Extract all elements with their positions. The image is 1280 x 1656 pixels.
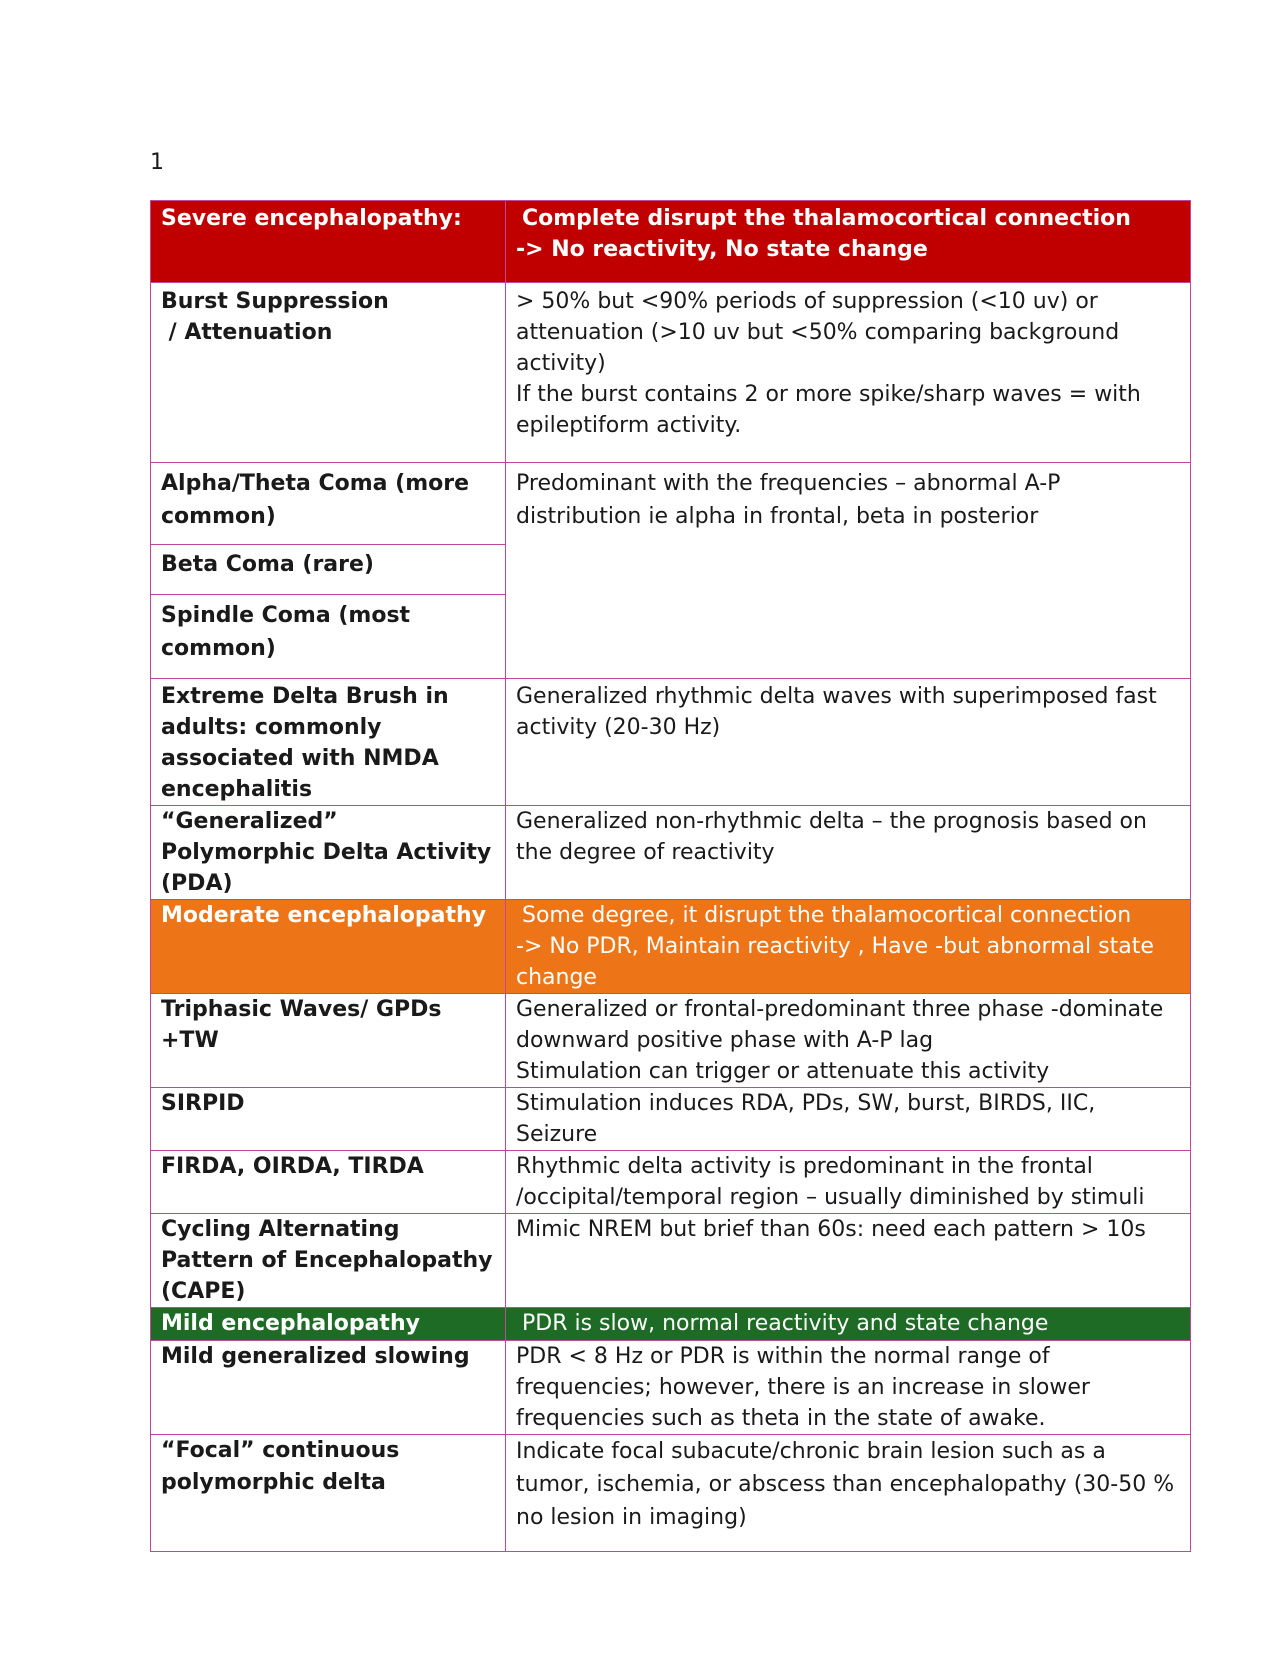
delta-brush-row <box>151 679 1191 806</box>
focal-delta-label: “Focal” continuous polymorphic delta <box>151 1435 506 1552</box>
severe-description-line-2: -> No reactivity, No state change <box>516 237 928 262</box>
mild-slowing-label: Mild generalized slowing <box>151 1341 506 1435</box>
burst-suppression-row <box>151 283 1191 463</box>
mild-slowing-row <box>151 1341 1191 1435</box>
moderate-description <box>506 900 1191 994</box>
triphasic-row <box>151 994 1191 1088</box>
severe-label: Severe encephalopathy: <box>151 201 506 283</box>
generalized-pda-label: “Generalized” Polymorphic Delta Activity (PDA) <box>151 806 506 900</box>
firda-label: FIRDA, OIRDA, TIRDA <box>151 1151 506 1214</box>
burst-suppression-label: Burst Suppression / Attenuation <box>151 283 506 463</box>
alpha-theta-coma-label: Alpha/Theta Coma (more common) <box>151 463 506 545</box>
cape-row <box>151 1214 1191 1308</box>
severe-description-line-1: Complete disrupt the thalamocortical connection <box>522 206 1131 231</box>
firda-description: Rhythmic delta activity is predominant in the frontal /occipital/temporal region – usually diminished by stimuli <box>506 1151 1191 1214</box>
mild-label: Mild encephalopathy <box>151 1308 506 1341</box>
cape-description: Mimic NREM but brief than 60s: need each pattern > 10s <box>506 1214 1191 1308</box>
sirpid-label: SIRPID <box>151 1088 506 1151</box>
focal-delta-row <box>151 1435 1191 1552</box>
spindle-coma-label: Spindle Coma (most common) <box>151 595 506 679</box>
mild-slowing-description: PDR < 8 Hz or PDR is within the normal range of frequencies; however, there is an increase in slower frequencies such as theta in the state of awake. <box>506 1341 1191 1435</box>
severe-description <box>506 201 1191 283</box>
delta-brush-description: Generalized rhythmic delta waves with superimposed fast activity (20-30 Hz) <box>506 679 1191 806</box>
mild-header-row <box>151 1308 1191 1341</box>
moderate-description-line-1: Some degree, it disrupt the thalamocortical connection <box>522 903 1132 928</box>
triphasic-label: Triphasic Waves/ GPDs +TW <box>151 994 506 1088</box>
alpha-theta-coma-row <box>151 463 1191 545</box>
beta-coma-label: Beta Coma (rare) <box>151 545 506 595</box>
generalized-pda-row <box>151 806 1191 900</box>
generalized-pda-description: Generalized non-rhythmic delta – the prognosis based on the degree of reactivity <box>506 806 1191 900</box>
coma-description: Predominant with the frequencies – abnormal A-P distribution ie alpha in frontal, beta in posterior <box>506 463 1191 679</box>
moderate-label: Moderate encephalopathy <box>151 900 506 994</box>
moderate-header-row <box>151 900 1191 994</box>
sirpid-row <box>151 1088 1191 1151</box>
severe-header-row <box>151 201 1191 283</box>
sirpid-description: Stimulation induces RDA, PDs, SW, burst, BIRDS, IIC, Seizure <box>506 1088 1191 1151</box>
cape-label: Cycling Alternating Pattern of Encephalopathy (CAPE) <box>151 1214 506 1308</box>
mild-description: PDR is slow, normal reactivity and state change <box>506 1308 1191 1341</box>
moderate-description-line-2: -> No PDR, Maintain reactivity , Have -but abnormal state change <box>516 934 1161 990</box>
delta-brush-label: Extreme Delta Brush in adults: commonly associated with NMDA encephalitis <box>151 679 506 806</box>
triphasic-description: Generalized or frontal-predominant three phase -dominate downward positive phase with A-P lag Stimulation can trigger or attenuate this activity <box>506 994 1191 1088</box>
firda-row <box>151 1151 1191 1214</box>
burst-suppression-description: > 50% but <90% periods of suppression (<10 uv) or attenuation (>10 uv but <50% comparing background activity) If the burst contains 2 or more spike/sharp waves = with epileptiform activity. <box>506 283 1191 463</box>
encephalopathy-table <box>150 200 1191 1552</box>
focal-delta-description: Indicate focal subacute/chronic brain lesion such as a tumor, ischemia, or abscess than encephalopathy (30-50 % no lesion in imaging) <box>506 1435 1191 1552</box>
page-number: 1 <box>150 150 164 175</box>
